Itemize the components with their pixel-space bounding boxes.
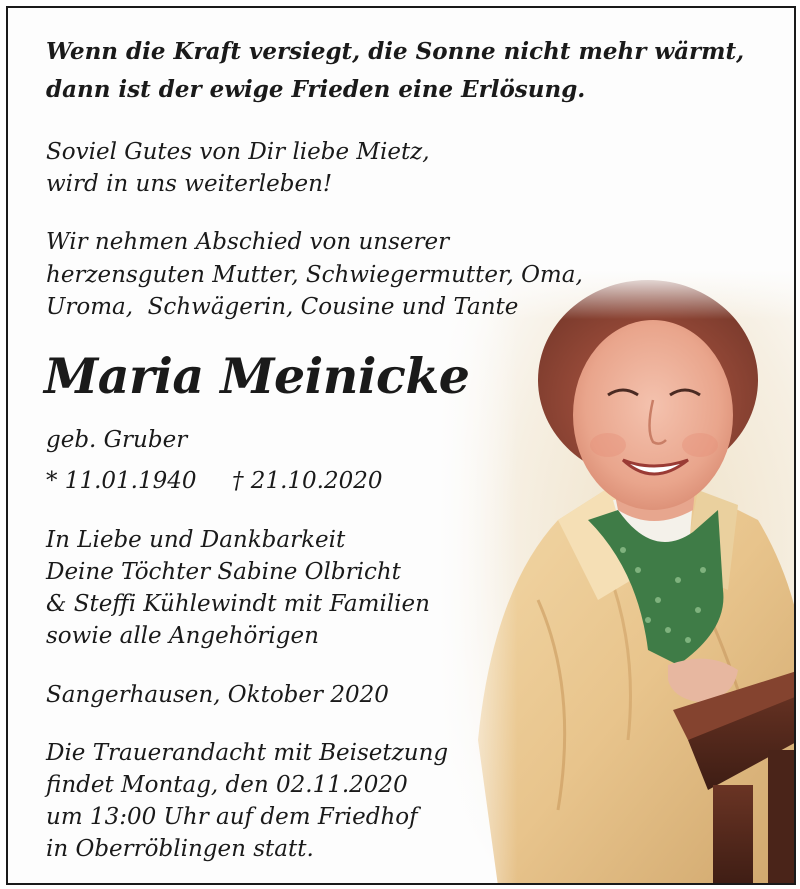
tribute-line-2: wird in uns weiterleben! xyxy=(46,171,333,197)
place-date: Sangerhausen, Oktober 2020 xyxy=(46,682,389,708)
obituary-frame xyxy=(6,6,796,885)
motto-line-2: dann ist der ewige Frieden eine Erlösung. xyxy=(46,76,586,103)
death-date: † 21.10.2020 xyxy=(232,468,383,494)
mourners-line-2: Deine Töchter Sabine Olbricht xyxy=(46,559,401,585)
deceased-name: Maria Meinicke xyxy=(44,347,470,405)
portrait-photo xyxy=(438,270,796,885)
service-line-1: Die Trauerandacht mit Beisetzung xyxy=(46,740,449,766)
tribute-line-1: Soviel Gutes von Dir liebe Mietz, xyxy=(46,139,430,165)
motto-line-1: Wenn die Kraft versiegt, die Sonne nicht mehr wärmt, xyxy=(46,38,745,65)
service-line-2: findet Montag, den 02.11.2020 xyxy=(46,772,408,798)
birth-date: * 11.01.1940 xyxy=(46,468,197,494)
maiden-name: geb. Gruber xyxy=(46,427,188,453)
farewell-line-1: Wir nehmen Abschied von unserer xyxy=(46,229,450,255)
mourners-line-4: sowie alle Angehörigen xyxy=(46,623,319,649)
farewell-line-3: Uroma, Schwägerin, Cousine und Tante xyxy=(46,294,519,320)
service-line-4: in Oberröblingen statt. xyxy=(46,836,314,862)
mourners-line-3: & Steffi Kühlewindt mit Familien xyxy=(46,591,430,617)
service-line-3: um 13:00 Uhr auf dem Friedhof xyxy=(46,804,418,830)
farewell-line-2: herzensguten Mutter, Schwiegermutter, Oma, xyxy=(46,262,583,288)
mourners-line-1: In Liebe und Dankbarkeit xyxy=(46,527,346,553)
